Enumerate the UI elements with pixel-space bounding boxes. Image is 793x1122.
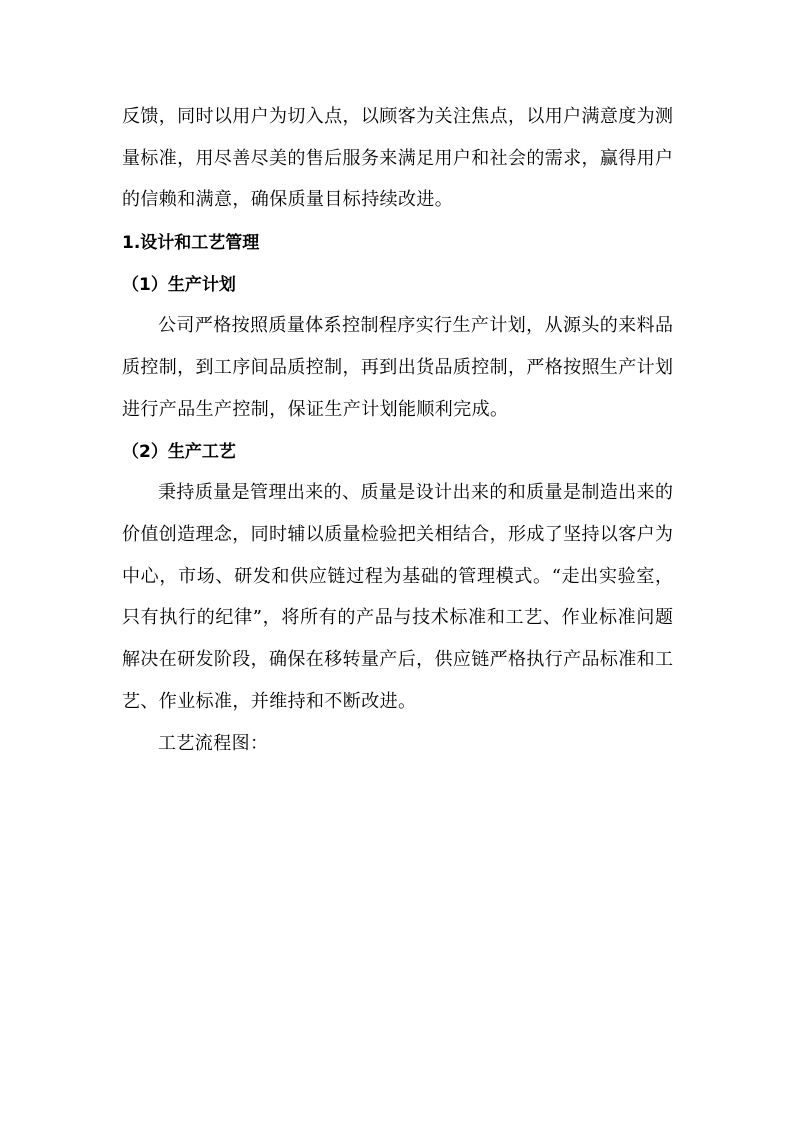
- intro-line-1: 反馈，同时以用户为切入点，以顾客为关注焦点，以用户满意度为测: [122, 106, 673, 127]
- subsection-2-line-3: 中心，市场、研发和供应链过程为基础的管理模式。“走出实验室，: [122, 566, 673, 587]
- subsection-2-line-2: 价值创造理念，同时辅以质量检验把关相结合，形成了坚持以客户为: [122, 524, 673, 545]
- subsection-2-line-5: 解决在研发阶段，确保在移转量产后，供应链严格执行产品标准和工: [122, 649, 673, 670]
- subsection-1-line-2: 质控制，到工序间品质控制，再到出货品质控制，严格按照生产计划: [122, 357, 673, 378]
- subsection-1-heading: （1）生产计划: [122, 275, 236, 295]
- subsection-2-line-1: 秉持质量是管理出来的、质量是设计出来的和质量是制造出来的: [158, 482, 673, 503]
- section-heading: 1.设计和工艺管理: [122, 233, 260, 253]
- intro-line-3: 的信赖和满意，确保质量目标持续改进。: [122, 189, 454, 210]
- intro-line-2: 量标准，用尽善尽美的售后服务来满足用户和社会的需求，赢得用户: [122, 148, 673, 169]
- subsection-2-line-4: 只有执行的纪律”，将所有的产品与技术标准和工艺、作业标准问题: [122, 607, 673, 628]
- flowchart-label: 工艺流程图：: [158, 733, 269, 754]
- subsection-2-line-6: 艺、作业标准，并维持和不断改进。: [122, 691, 417, 712]
- subsection-1-line-1: 公司严格按照质量体系控制程序实行生产计划，从源头的来料品: [158, 315, 673, 336]
- subsection-2-heading: （2）生产工艺: [122, 442, 236, 462]
- subsection-1-line-3: 进行产品生产控制，保证生产计划能顺利完成。: [122, 399, 509, 420]
